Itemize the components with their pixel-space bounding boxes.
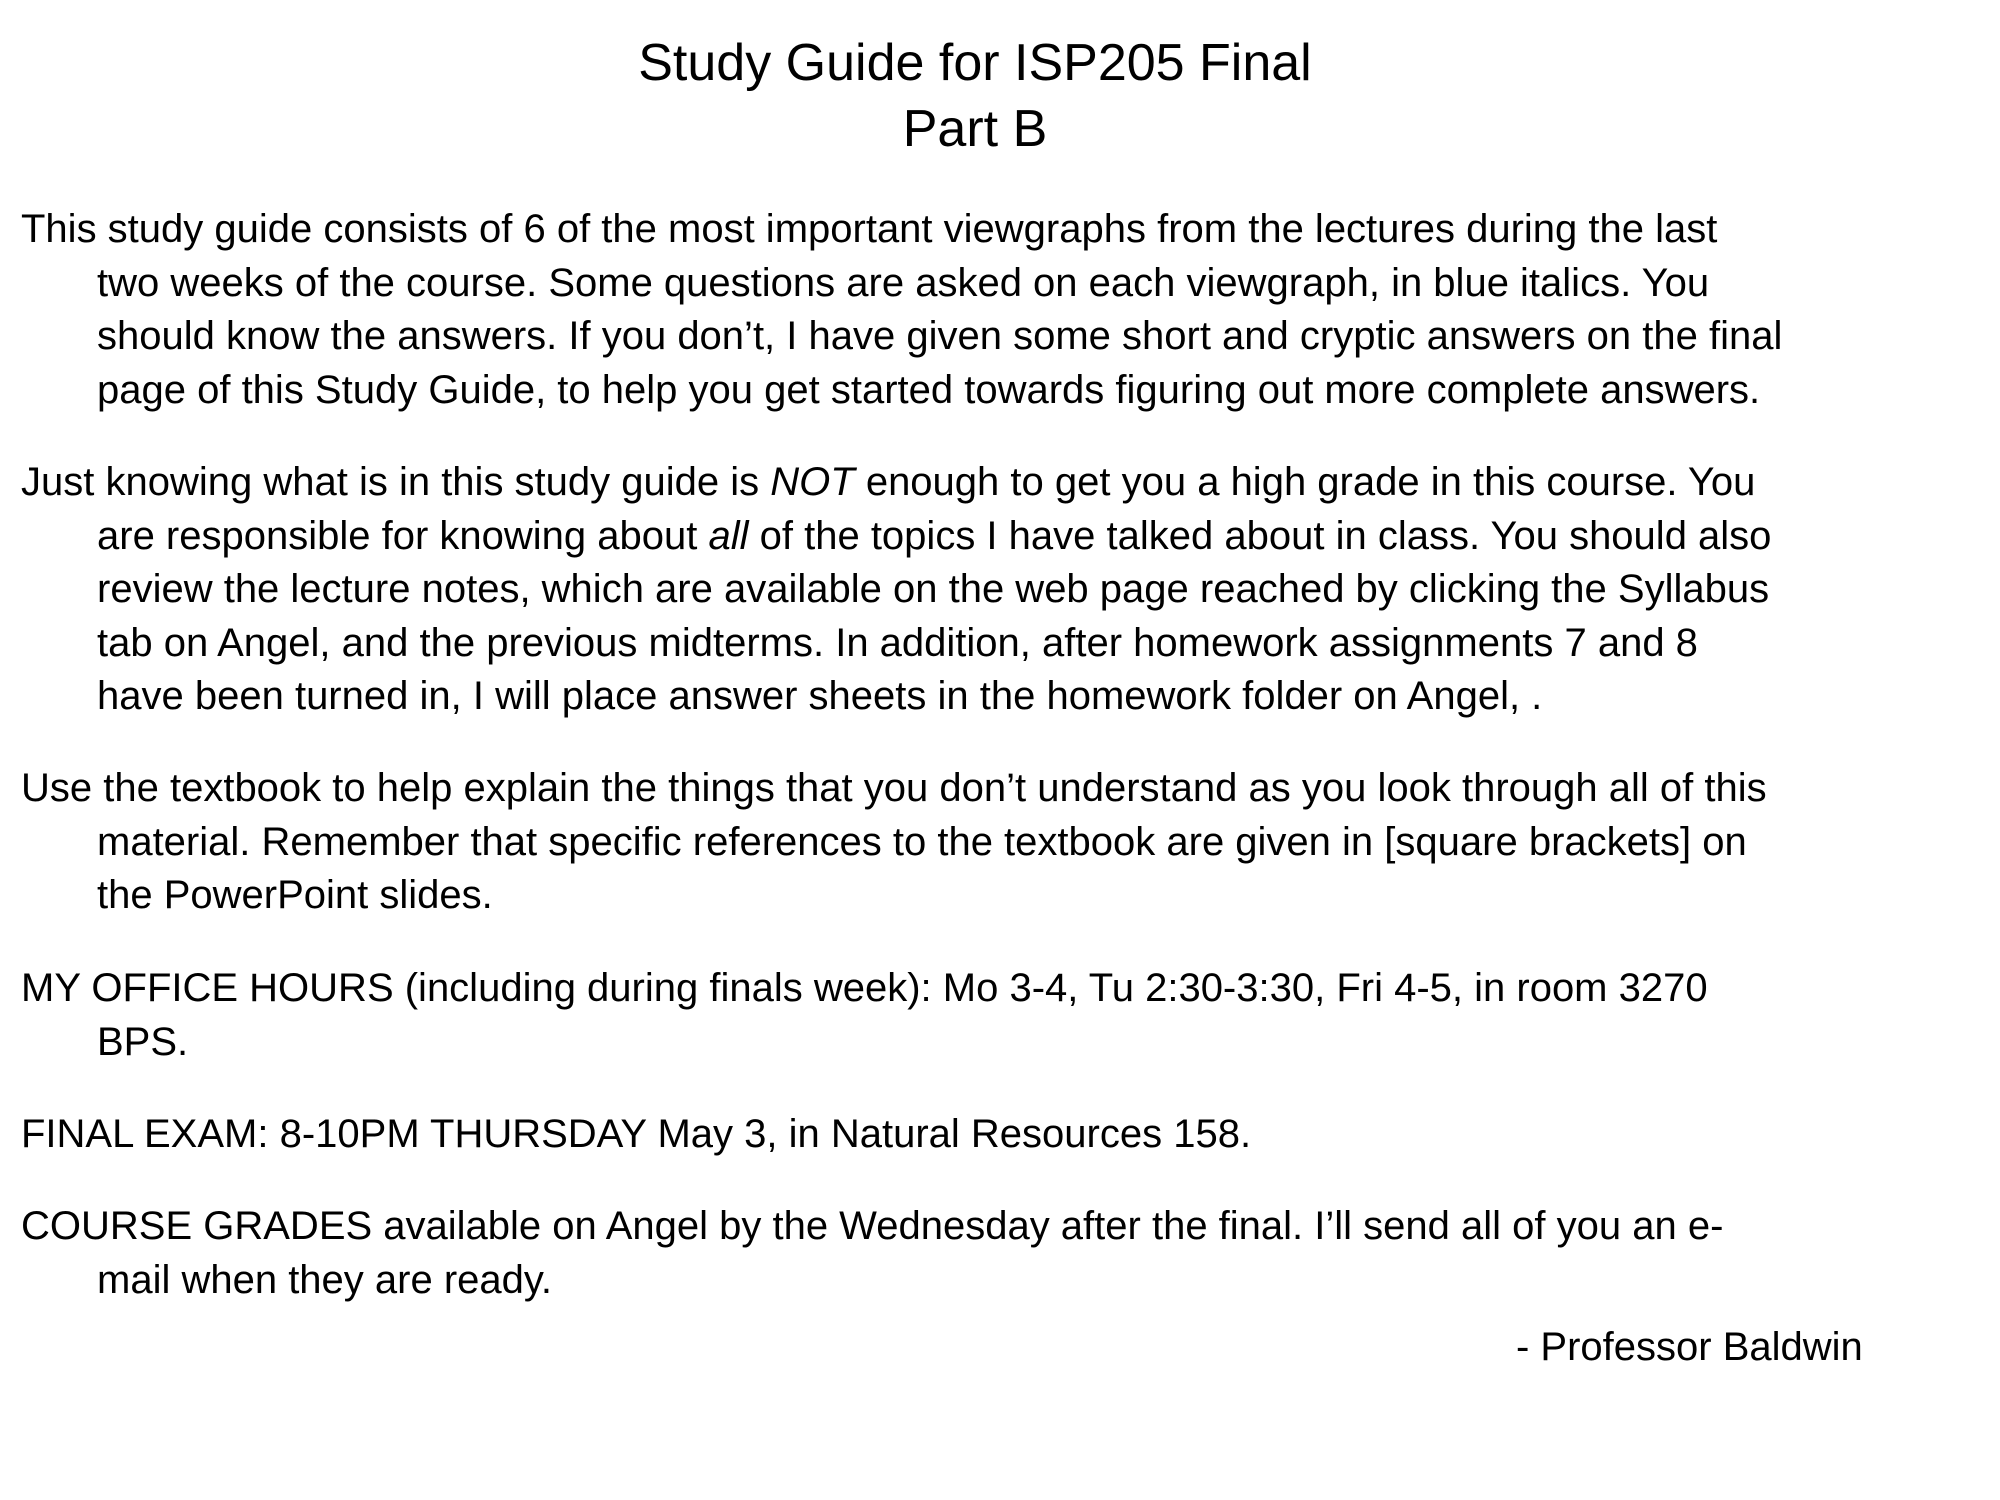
intro-paragraph	[21, 203, 1981, 417]
signature: - Professor Baldwin	[1516, 1325, 1863, 1369]
course-grades-paragraph	[21, 1200, 1981, 1307]
text-line: have been turned in, I will place answer sheets in the homework folder on Angel, .	[97, 674, 1543, 718]
textbook-paragraph	[21, 762, 1981, 923]
office-hours-paragraph	[21, 962, 1981, 1069]
text-line: mail when they are ready.	[97, 1257, 553, 1302]
responsibility-paragraph	[21, 456, 1981, 724]
text-line: FINAL EXAM: 8-10PM THURSDAY May 3, in Natural Resources 158.	[21, 1112, 1252, 1156]
text-line: page of this Study Guide, to help you get started towards figuring out more complete answers.	[97, 367, 1761, 412]
emphasis-not: NOT	[770, 460, 855, 504]
text-line: COURSE GRADES available on Angel by the Wednesday after the final. I’ll send all of you an e-	[21, 1204, 1724, 1248]
text-line	[97, 510, 1981, 564]
document-subtitle: Part B	[902, 100, 1048, 158]
text-fragment: of the topics I have talked about in class. You should also	[748, 513, 1772, 558]
text-line: review the lecture notes, which are available on the web page reached by clicking the Syllabus	[97, 567, 1770, 611]
text-fragment: Just knowing what is in this study guide is	[21, 460, 771, 504]
text-fragment: are responsible for knowing about	[97, 513, 709, 558]
text-line: two weeks of the course. Some questions are asked on each viewgraph, in blue italics. You	[97, 260, 1710, 305]
text-line: material. Remember that specific references to the textbook are given in [square brackets] on	[97, 819, 1747, 864]
document-title: Study Guide for ISP205 Final	[638, 34, 1312, 92]
text-line: MY OFFICE HOURS (including during finals week): Mo 3-4, Tu 2:30-3:30, Fri 4-5, in room 3270	[21, 966, 1708, 1010]
text-line: Use the textbook to help explain the things that you don’t understand as you look through all of this	[21, 766, 1767, 810]
text-line: the PowerPoint slides.	[97, 873, 493, 917]
emphasis-all: all	[708, 513, 749, 558]
text-line: This study guide consists of 6 of the most important viewgraphs from the lectures during the last	[21, 207, 1718, 251]
text-line: BPS.	[97, 1019, 189, 1064]
text-line: tab on Angel, and the previous midterms. In addition, after homework assignments 7 and 8	[97, 620, 1698, 665]
final-exam-paragraph	[21, 1108, 1981, 1162]
text-fragment: enough to get you a high grade in this course. You	[854, 460, 1756, 504]
text-line: should know the answers. If you don’t, I have given some short and cryptic answers on the final	[97, 314, 1783, 358]
text-line	[21, 456, 1981, 510]
